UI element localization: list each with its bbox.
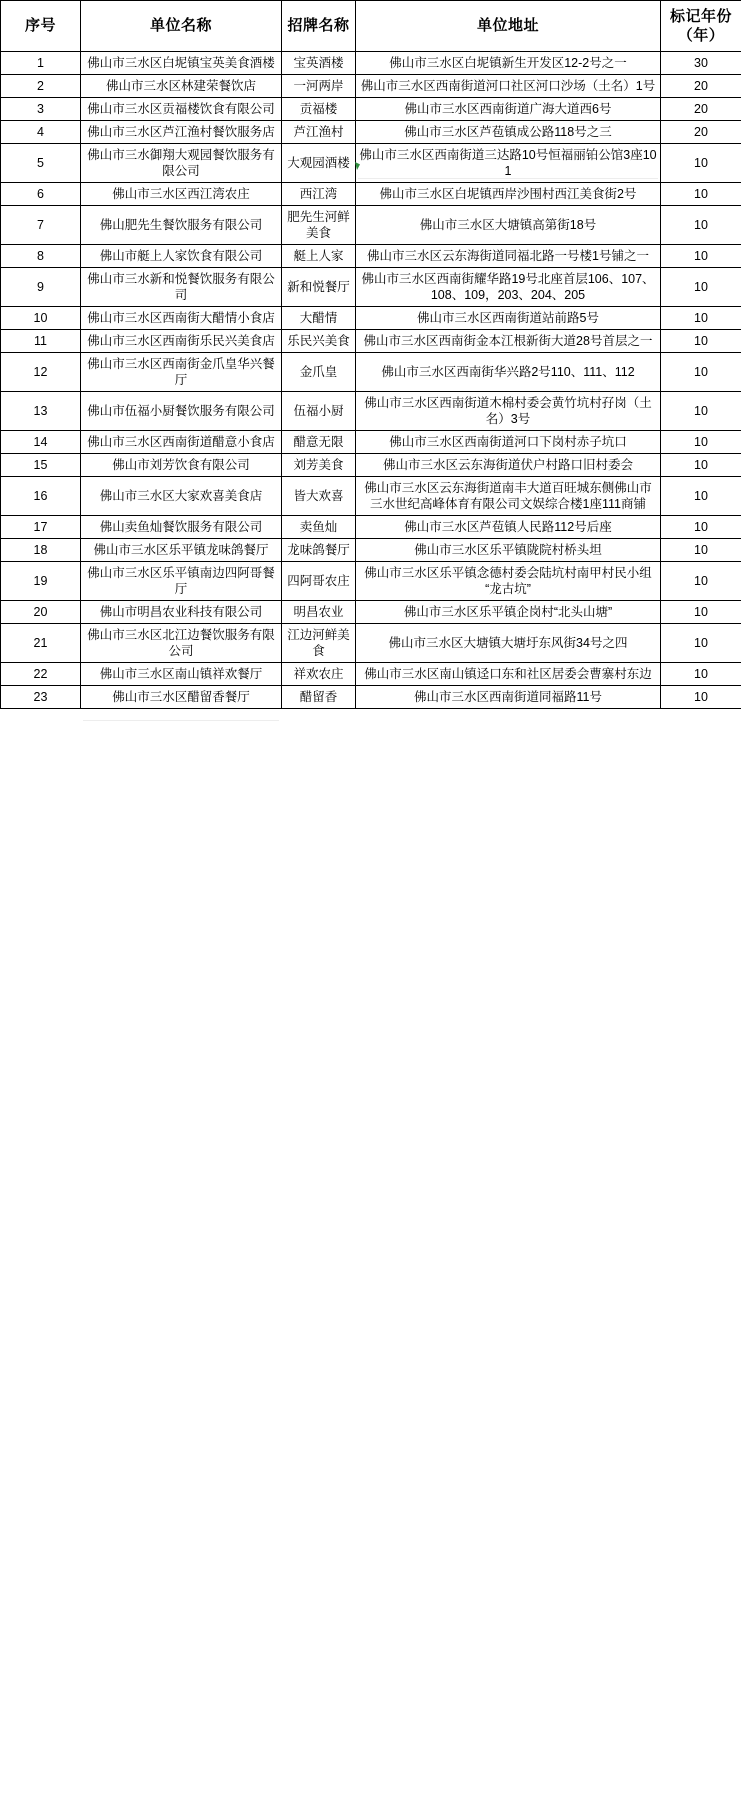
cell-brand-name: 伍福小厨	[282, 392, 356, 431]
cell-marked-year: 10	[661, 601, 741, 624]
cell-index: 5	[1, 144, 81, 183]
table-row	[1, 183, 741, 206]
cell-unit-name: 佛山市三水御翔大观园餐饮服务有限公司	[81, 144, 282, 183]
cell-unit-address: 佛山市三水区西南街道同福路11号	[356, 686, 661, 709]
cell-unit-address: 佛山市三水区西南街道三达路10号恒福丽铂公馆3座101	[356, 144, 661, 183]
table-row	[1, 601, 741, 624]
cell-unit-name: 佛山市三水区北江边餐饮服务有限公司	[81, 624, 282, 663]
cell-unit-name: 佛山市三水区芦江渔村餐饮服务店	[81, 121, 282, 144]
cell-brand-name: 四阿哥农庄	[282, 562, 356, 601]
table-row	[1, 663, 741, 686]
cell-unit-address: 佛山市三水区白坭镇西岸沙围村西江美食街2号	[356, 183, 661, 206]
cell-unit-address: 佛山市三水区芦苞镇成公路118号之三	[356, 121, 661, 144]
cell-marked-year: 10	[661, 539, 741, 562]
cell-marked-year: 10	[661, 245, 741, 268]
cell-index: 16	[1, 477, 81, 516]
cell-marked-year: 10	[661, 307, 741, 330]
cell-unit-address: 佛山市三水区南山镇迳口东和社区居委会曹寨村东边	[356, 663, 661, 686]
cell-marked-year: 10	[661, 454, 741, 477]
cell-brand-name: 卖鱼灿	[282, 516, 356, 539]
table-row	[1, 144, 741, 183]
cell-brand-name: 宝英酒楼	[282, 52, 356, 75]
cell-unit-name: 佛山市三水区西南街乐民兴美食店	[81, 330, 282, 353]
cell-index: 14	[1, 431, 81, 454]
table-row	[1, 624, 741, 663]
cell-brand-name: 西江湾	[282, 183, 356, 206]
cell-index: 12	[1, 353, 81, 392]
cell-index: 8	[1, 245, 81, 268]
cell-marked-year: 20	[661, 98, 741, 121]
cell-index: 9	[1, 268, 81, 307]
cell-index: 22	[1, 663, 81, 686]
cell-marked-year: 10	[661, 686, 741, 709]
cell-index: 3	[1, 98, 81, 121]
cell-unit-name: 佛山市明昌农业科技有限公司	[81, 601, 282, 624]
cell-unit-address: 佛山市三水区大塘镇大塘圩东风街34号之四	[356, 624, 661, 663]
cell-index: 13	[1, 392, 81, 431]
cell-marked-year: 10	[661, 330, 741, 353]
table-header	[1, 1, 741, 52]
cell-brand-name: 大观园酒楼	[282, 144, 356, 183]
cell-brand-name: 肥先生河鲜美食	[282, 206, 356, 245]
cell-marked-year: 10	[661, 144, 741, 183]
cell-unit-address: 佛山市三水区乐平镇陇院村桥头坦	[356, 539, 661, 562]
cell-brand-name: 芦江渔村	[282, 121, 356, 144]
cell-unit-address: 佛山市三水区西南街道站前路5号	[356, 307, 661, 330]
cell-unit-address: 佛山市三水区白坭镇新生开发区12-2号之一	[356, 52, 661, 75]
column-header-brand-name	[282, 1, 356, 52]
table-row	[1, 686, 741, 709]
cell-unit-name: 佛山市伍福小厨餐饮服务有限公司	[81, 392, 282, 431]
column-header-unit-address-line1: 单位地址	[476, 17, 539, 35]
table-body	[1, 52, 741, 709]
cell-unit-name: 佛山市三水新和悦餐饮服务有限公司	[81, 268, 282, 307]
column-header-marked-year	[661, 1, 741, 52]
cell-brand-name: 祥欢农庄	[282, 663, 356, 686]
cell-marked-year: 10	[661, 663, 741, 686]
table-row	[1, 431, 741, 454]
cell-marked-year: 10	[661, 353, 741, 392]
cell-index: 11	[1, 330, 81, 353]
column-header-unit-address	[356, 1, 661, 52]
cell-unit-address: 佛山市三水区云东海街道同福北路一号楼1号铺之一	[356, 245, 661, 268]
cell-marked-year: 20	[661, 75, 741, 98]
cell-brand-name: 刘芳美食	[282, 454, 356, 477]
table-row	[1, 75, 741, 98]
table-row	[1, 206, 741, 245]
cell-brand-name: 乐民兴美食	[282, 330, 356, 353]
cell-index: 18	[1, 539, 81, 562]
cell-brand-name: 一河两岸	[282, 75, 356, 98]
cell-unit-address: 佛山市三水区芦苞镇人民路112号后座	[356, 516, 661, 539]
cell-marked-year: 10	[661, 431, 741, 454]
cell-unit-address: 佛山市三水区西南街耀华路19号北座首层106、107、108、109，203、204、205	[356, 268, 661, 307]
cell-unit-address: 佛山市三水区西南街道河口下岗村赤子坑口	[356, 431, 661, 454]
cell-brand-name: 皆大欢喜	[282, 477, 356, 516]
cell-marked-year: 10	[661, 183, 741, 206]
document-sheet	[0, 0, 741, 709]
cell-unit-address: 佛山市三水区云东海街道南丰大道百旺城东侧佛山市三水世纪高峰体育有限公司文娱综合楼1座111商铺	[356, 477, 661, 516]
cell-unit-name: 佛山市艇上人家饮食有限公司	[81, 245, 282, 268]
column-header-unit-name	[81, 1, 282, 52]
column-header-unit-name-line1: 单位名称	[149, 17, 212, 35]
table-row	[1, 330, 741, 353]
cell-index: 1	[1, 52, 81, 75]
cell-unit-address: 佛山市三水区西南街华兴路2号110、111、112	[356, 353, 661, 392]
table-row	[1, 454, 741, 477]
cell-marked-year: 10	[661, 392, 741, 431]
cell-unit-name: 佛山市刘芳饮食有限公司	[81, 454, 282, 477]
cell-brand-name: 新和悦餐厅	[282, 268, 356, 307]
cell-index: 20	[1, 601, 81, 624]
table-row	[1, 516, 741, 539]
cell-marked-year: 10	[661, 477, 741, 516]
cell-unit-name: 佛山市三水区西南街大醋情小食店	[81, 307, 282, 330]
cell-brand-name: 贡福楼	[282, 98, 356, 121]
cell-brand-name: 醋意无限	[282, 431, 356, 454]
column-header-index-line1: 序号	[24, 17, 56, 35]
table-row	[1, 477, 741, 516]
cell-unit-name: 佛山市三水区贡福楼饮食有限公司	[81, 98, 282, 121]
cell-index: 2	[1, 75, 81, 98]
table-row	[1, 539, 741, 562]
cell-index: 17	[1, 516, 81, 539]
cell-brand-name: 龙味鸽餐厅	[282, 539, 356, 562]
cell-unit-name: 佛山市三水区醋留香餐厅	[81, 686, 282, 709]
table-row	[1, 268, 741, 307]
cell-unit-address: 佛山市三水区乐平镇念德村委会陆坑村南甲村民小组“龙古坑”	[356, 562, 661, 601]
cell-unit-address: 佛山市三水区西南街道木棉村委会黄竹坑村孖岗（土名）3号	[356, 392, 661, 431]
column-header-index	[1, 1, 81, 52]
table-row	[1, 98, 741, 121]
cell-marked-year: 30	[661, 52, 741, 75]
table-row	[1, 392, 741, 431]
cell-brand-name: 明昌农业	[282, 601, 356, 624]
cell-unit-address: 佛山市三水区大塘镇高第街18号	[356, 206, 661, 245]
cell-unit-address: 佛山市三水区乐平镇企岗村“北头山塘”	[356, 601, 661, 624]
cell-index: 19	[1, 562, 81, 601]
cell-unit-name: 佛山市三水区西江湾农庄	[81, 183, 282, 206]
table-row	[1, 121, 741, 144]
cell-unit-address: 佛山市三水区云东海街道伏户村路口旧村委会	[356, 454, 661, 477]
cell-unit-name: 佛山市三水区林建荣餐饮店	[81, 75, 282, 98]
column-header-brand-name-line1: 招牌名称	[287, 17, 350, 35]
cell-unit-address: 佛山市三水区西南街金本江根新街大道28号首层之一	[356, 330, 661, 353]
cell-index: 4	[1, 121, 81, 144]
table-row	[1, 245, 741, 268]
cell-unit-name: 佛山市三水区乐平镇南边四阿哥餐厅	[81, 562, 282, 601]
table-row	[1, 307, 741, 330]
cell-brand-name: 江边河鲜美食	[282, 624, 356, 663]
scan-artifact-line-lower	[83, 720, 279, 721]
cell-unit-address: 佛山市三水区西南街道广海大道西6号	[356, 98, 661, 121]
cell-unit-name: 佛山市三水区西南街金爪皇华兴餐厅	[81, 353, 282, 392]
cell-index: 15	[1, 454, 81, 477]
cell-brand-name: 艇上人家	[282, 245, 356, 268]
cell-index: 21	[1, 624, 81, 663]
column-header-marked-year-line2: （年）	[677, 27, 725, 44]
cell-marked-year: 10	[661, 268, 741, 307]
cell-brand-name: 金爪皇	[282, 353, 356, 392]
cell-index: 23	[1, 686, 81, 709]
cell-unit-name: 佛山市三水区白坭镇宝英美食酒楼	[81, 52, 282, 75]
cell-index: 10	[1, 307, 81, 330]
header-row	[1, 1, 741, 52]
cell-index: 7	[1, 206, 81, 245]
cell-index: 6	[1, 183, 81, 206]
cell-marked-year: 10	[661, 562, 741, 601]
cell-unit-name: 佛山市三水区南山镇祥欢餐厅	[81, 663, 282, 686]
cell-unit-name: 佛山市三水区乐平镇龙味鸽餐厅	[81, 539, 282, 562]
cell-unit-address: 佛山市三水区西南街道河口社区河口沙场（土名）1号	[356, 75, 661, 98]
cell-marked-year: 10	[661, 624, 741, 663]
cell-unit-name: 佛山市三水区大家欢喜美食店	[81, 477, 282, 516]
cell-marked-year: 20	[661, 121, 741, 144]
cell-marked-year: 10	[661, 206, 741, 245]
cell-unit-name: 佛山卖鱼灿餐饮服务有限公司	[81, 516, 282, 539]
cell-brand-name: 醋留香	[282, 686, 356, 709]
cell-brand-name: 大醋情	[282, 307, 356, 330]
cell-marked-year: 10	[661, 516, 741, 539]
cell-unit-name: 佛山肥先生餐饮服务有限公司	[81, 206, 282, 245]
cell-unit-name: 佛山市三水区西南街道醋意小食店	[81, 431, 282, 454]
table-row	[1, 562, 741, 601]
registry-table	[0, 0, 741, 709]
table-row	[1, 52, 741, 75]
table-row	[1, 353, 741, 392]
column-header-marked-year-line1: 标记年份	[669, 7, 732, 25]
